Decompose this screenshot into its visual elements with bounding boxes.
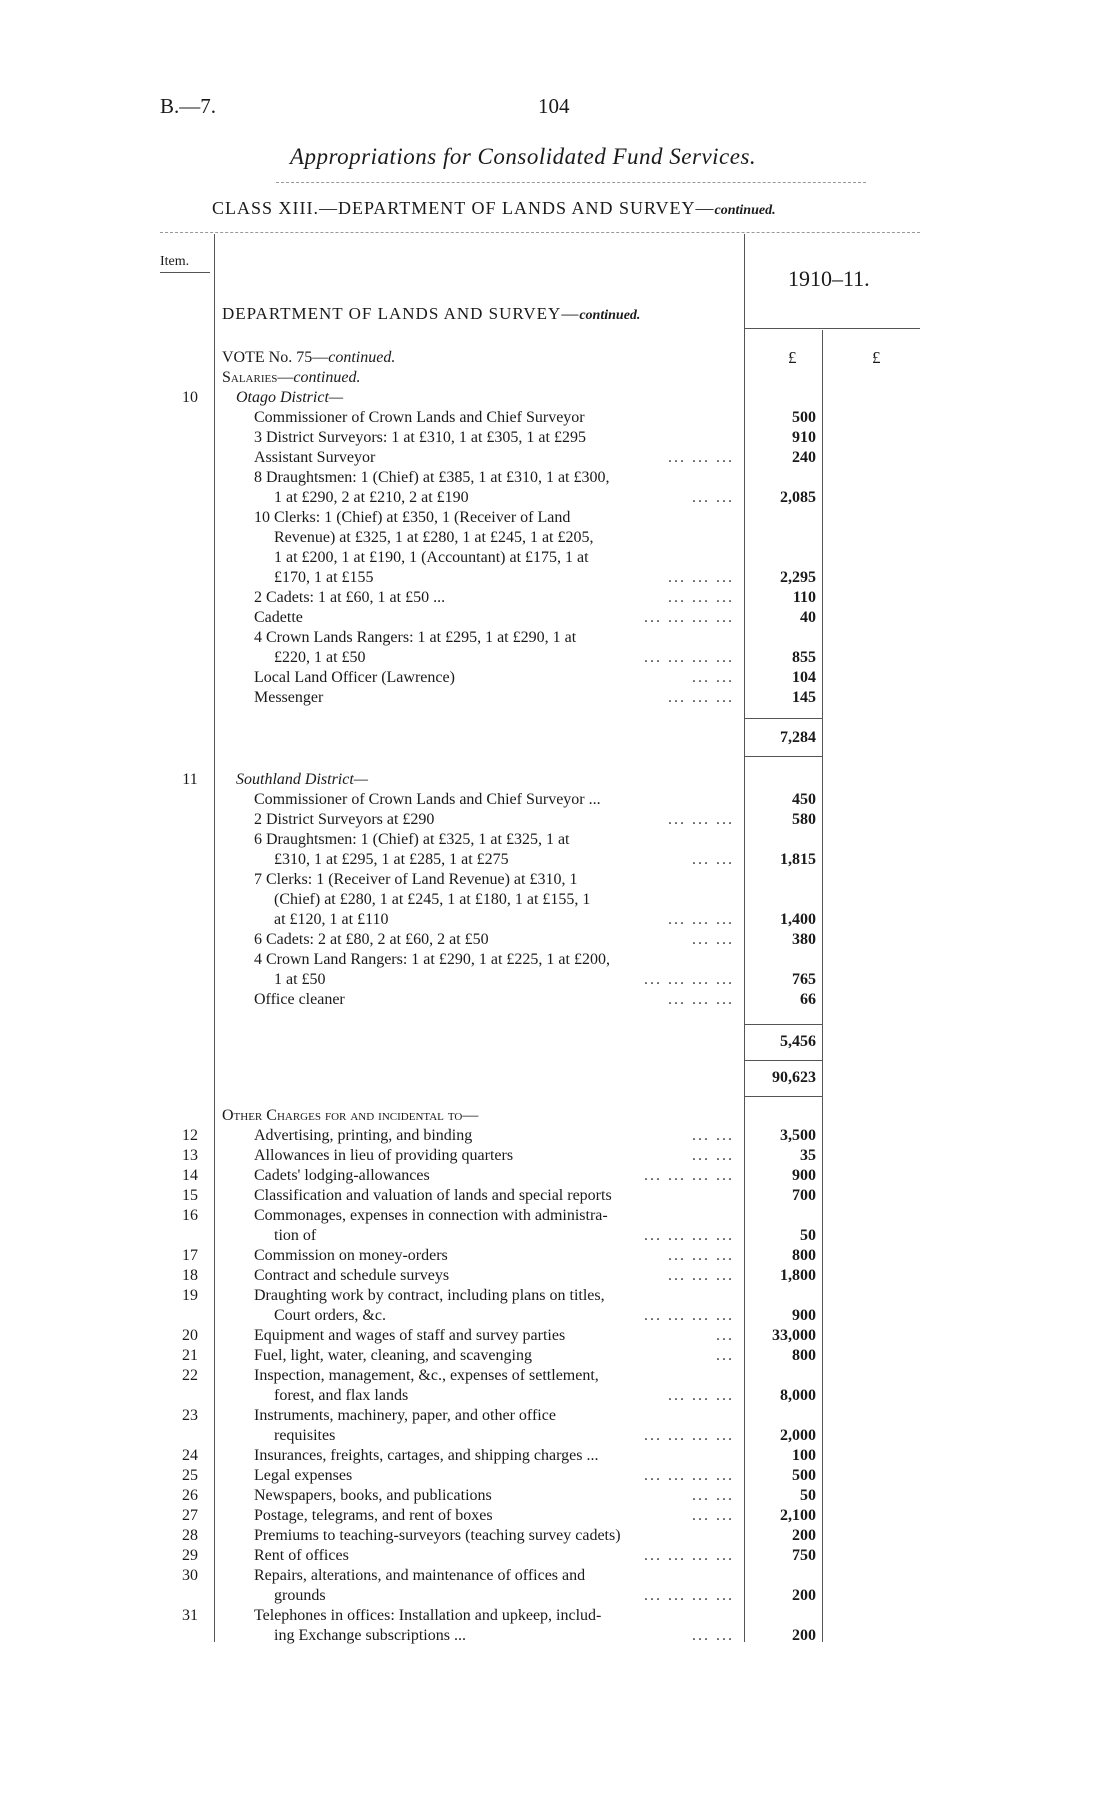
item-number: 27 xyxy=(182,1507,198,1524)
amount: 910 xyxy=(792,429,816,446)
class-heading-cont: continued. xyxy=(714,203,776,218)
leader-dots: ... ... ... xyxy=(668,911,734,928)
amount: 900 xyxy=(792,1307,816,1324)
line-item-text: at £120, 1 at £110 xyxy=(274,911,389,928)
leader-dots: ... ... xyxy=(692,1627,734,1644)
title-rule xyxy=(276,182,866,183)
line-item: 1 at £200, 1 at £190, 1 (Accountant) at £175, 1 at xyxy=(274,549,589,566)
item-number: 13 xyxy=(182,1147,198,1164)
line-item: Revenue) at £325, 1 at £280, 1 at £245, 1 at £205, xyxy=(274,529,594,546)
year-head-rule xyxy=(744,328,920,329)
line-item: Insurances, freights, cartages, and shipping charges ... xyxy=(254,1447,599,1464)
line-item xyxy=(254,1266,734,1286)
line-item: 8 Draughtsmen: 1 (Chief) at £385, 1 at £310, 1 at £300, xyxy=(254,469,610,486)
leader-dots: ... ... ... xyxy=(668,991,734,1008)
line-item xyxy=(254,1346,734,1366)
line-item-text: £170, 1 at £155 xyxy=(274,569,374,586)
line-item-text: tion of xyxy=(274,1227,317,1244)
page-title: Appropriations for Consolidated Fund Services. xyxy=(290,144,757,169)
salaries-label-cont: continued. xyxy=(293,369,361,386)
line-item xyxy=(274,1586,734,1606)
leader-dots: ... ... ... ... xyxy=(644,1167,734,1184)
leader-dots: ... ... xyxy=(692,1487,734,1504)
amount: 240 xyxy=(792,449,816,466)
line-item-text: Equipment and wages of staff and survey parties xyxy=(254,1327,566,1344)
line-item xyxy=(254,1546,734,1566)
line-item-text: ing Exchange subscriptions ... xyxy=(274,1627,466,1644)
amount: 500 xyxy=(792,409,816,426)
line-item: (Chief) at £280, 1 at £245, 1 at £180, 1 at £155, 1 xyxy=(274,891,591,908)
leader-dots: ... ... ... ... xyxy=(644,1427,734,1444)
line-item xyxy=(254,990,734,1010)
line-item-text: Allowances in lieu of providing quarters xyxy=(254,1147,514,1164)
line-item xyxy=(274,648,734,668)
line-item: Commonages, expenses in connection with administra- xyxy=(254,1207,608,1224)
amount: 66 xyxy=(800,991,816,1008)
item-number: 19 xyxy=(182,1287,198,1304)
year-column-header: 1910–11. xyxy=(788,266,870,291)
amount: 50 xyxy=(800,1227,816,1244)
line-item-text: Local Land Officer (Lawrence) xyxy=(254,669,455,686)
line-item xyxy=(274,910,734,930)
line-item xyxy=(254,1246,734,1266)
department-heading xyxy=(222,304,640,324)
line-item-text: 6 Cadets: 2 at £80, 2 at £60, 2 at £50 xyxy=(254,931,489,948)
line-item xyxy=(254,1166,734,1186)
amount: 100 xyxy=(792,1447,816,1464)
item-number: 11 xyxy=(182,771,198,788)
line-item: Commissioner of Crown Lands and Chief Surveyor xyxy=(254,409,585,426)
item-number: 25 xyxy=(182,1467,198,1484)
item-head-rule xyxy=(160,272,210,273)
leader-dots: ... ... ... ... xyxy=(644,1587,734,1604)
line-item-text: 2 District Surveyors at £290 xyxy=(254,811,435,828)
line-item xyxy=(254,1486,734,1506)
item-number: 12 xyxy=(182,1127,198,1144)
line-item: 4 Crown Land Rangers: 1 at £290, 1 at £225, 1 at £200, xyxy=(254,951,610,968)
item-number: 14 xyxy=(182,1167,198,1184)
item-number: 16 xyxy=(182,1207,198,1224)
line-item-text: forest, and flax lands xyxy=(274,1387,409,1404)
amount: 800 xyxy=(792,1347,816,1364)
leader-dots: ... ... ... xyxy=(668,1267,734,1284)
vote-label-cont: continued. xyxy=(328,349,396,366)
item-column-divider xyxy=(214,234,215,1642)
leader-dots: ... ... ... xyxy=(668,811,734,828)
line-item-text: requisites xyxy=(274,1427,336,1444)
other-charges-heading xyxy=(222,1106,734,1126)
line-item-text: Court orders, &c. xyxy=(274,1307,386,1324)
amount: 1,815 xyxy=(780,851,816,868)
line-item xyxy=(274,1626,734,1646)
amount: 580 xyxy=(792,811,816,828)
amount: 40 xyxy=(800,609,816,626)
line-item xyxy=(274,568,734,588)
line-item-text: Cadette xyxy=(254,609,303,626)
amount: 855 xyxy=(792,649,816,666)
amount: 750 xyxy=(792,1547,816,1564)
line-item-text: Contract and schedule surveys xyxy=(254,1267,450,1284)
line-item-text: Newspapers, books, and publications xyxy=(254,1487,492,1504)
amount: 1,400 xyxy=(780,911,816,928)
line-item xyxy=(254,668,734,688)
line-item xyxy=(254,688,734,708)
item-number: 23 xyxy=(182,1407,198,1424)
page-number: 104 xyxy=(538,94,570,118)
amount: 145 xyxy=(792,689,816,706)
line-item xyxy=(254,1506,734,1526)
leader-dots: ... ... ... xyxy=(668,1387,734,1404)
item-column-header: Item. xyxy=(160,254,190,269)
leader-dots: ... ... ... ... xyxy=(644,649,734,666)
leader-dots: ... ... ... ... xyxy=(644,1467,734,1484)
line-item: 7 Clerks: 1 (Receiver of Land Revenue) at £310, 1 xyxy=(254,871,578,888)
amount: 200 xyxy=(792,1627,816,1644)
leader-dots: ... ... xyxy=(692,669,734,686)
amount: 2,100 xyxy=(780,1507,816,1524)
line-item-text: 2 Cadets: 1 at £60, 1 at £50 ... xyxy=(254,589,446,606)
leader-dots: ... ... ... ... xyxy=(644,1227,734,1244)
line-item: 4 Crown Lands Rangers: 1 at £295, 1 at £290, 1 at xyxy=(254,629,577,646)
district-heading-text: Southland District— xyxy=(236,771,369,788)
other-charges-heading-text: Other Charges for and incidental to— xyxy=(222,1107,479,1124)
item-number: 20 xyxy=(182,1327,198,1344)
line-item xyxy=(274,1226,734,1246)
line-item xyxy=(274,970,734,990)
line-item-text: Commission on money-orders xyxy=(254,1247,448,1264)
district-heading-text: Otago District— xyxy=(236,389,344,406)
leader-dots: ... ... ... xyxy=(668,569,734,586)
item-number: 10 xyxy=(182,389,198,406)
currency-symbol-items: £ xyxy=(788,348,797,367)
total-rule xyxy=(744,1096,822,1097)
class-rule xyxy=(160,232,920,233)
amount: 200 xyxy=(792,1587,816,1604)
salaries-total-amount: 90,623 xyxy=(772,1069,816,1086)
class-heading xyxy=(212,198,776,219)
leader-dots: ... xyxy=(716,1327,734,1344)
line-item xyxy=(254,1146,734,1166)
leader-dots: ... ... ... ... xyxy=(644,1547,734,1564)
line-item-text: grounds xyxy=(274,1587,326,1604)
line-item-text: Cadets' lodging-allowances xyxy=(254,1167,430,1184)
line-item-text: 1 at £290, 2 at £210, 2 at £190 xyxy=(274,489,469,506)
amount: 1,800 xyxy=(780,1267,816,1284)
amount: 8,000 xyxy=(780,1387,816,1404)
item-number: 22 xyxy=(182,1367,198,1384)
line-item-text: Office cleaner xyxy=(254,991,345,1008)
amount: 200 xyxy=(792,1527,816,1544)
line-item-text: Messenger xyxy=(254,689,324,706)
subtotal-rule xyxy=(744,1024,822,1025)
currency-symbol-totals: £ xyxy=(872,348,881,367)
district-heading xyxy=(236,388,748,408)
amount: 110 xyxy=(792,589,816,606)
line-item xyxy=(254,1466,734,1486)
leader-dots: ... ... xyxy=(692,851,734,868)
item-number: 31 xyxy=(182,1607,198,1624)
line-item: Repairs, alterations, and maintenance of offices and xyxy=(254,1567,586,1584)
line-item: Telephones in offices: Installation and upkeep, includ- xyxy=(254,1607,602,1624)
leader-dots: ... xyxy=(716,1347,734,1364)
line-item: Instruments, machinery, paper, and other office xyxy=(254,1407,556,1424)
subtotal-rule xyxy=(744,718,822,719)
item-number: 18 xyxy=(182,1267,198,1284)
line-item-text: £310, 1 at £295, 1 at £285, 1 at £275 xyxy=(274,851,509,868)
amount: 800 xyxy=(792,1247,816,1264)
leader-dots: ... ... ... xyxy=(668,589,734,606)
amount: 380 xyxy=(792,931,816,948)
item-number: 29 xyxy=(182,1547,198,1564)
line-item-text: Advertising, printing, and binding xyxy=(254,1127,473,1144)
leader-dots: ... ... xyxy=(692,1507,734,1524)
amount: 35 xyxy=(800,1147,816,1164)
leader-dots: ... ... ... xyxy=(668,689,734,706)
amount: 2,085 xyxy=(780,489,816,506)
amount: 2,000 xyxy=(780,1427,816,1444)
total-column-divider xyxy=(822,330,823,1642)
class-heading-text: CLASS XIII.—DEPARTMENT OF LANDS AND SURVEY— xyxy=(212,198,715,218)
line-item xyxy=(274,850,734,870)
subtotal-rule xyxy=(744,756,822,757)
amount: 900 xyxy=(792,1167,816,1184)
line-item xyxy=(274,1386,734,1406)
line-item-text: Legal expenses xyxy=(254,1467,353,1484)
amount: 50 xyxy=(800,1487,816,1504)
leader-dots: ... ... ... ... xyxy=(644,609,734,626)
line-item-text: Fuel, light, water, cleaning, and scavenging xyxy=(254,1347,532,1364)
subtotal-rule xyxy=(744,1060,822,1061)
leader-dots: ... ... xyxy=(692,1127,734,1144)
amount: 765 xyxy=(792,971,816,988)
line-item-text: Assistant Surveyor xyxy=(254,449,376,466)
amount: 500 xyxy=(792,1467,816,1484)
line-item xyxy=(274,488,734,508)
line-item-text: 1 at £50 xyxy=(274,971,326,988)
line-item-text: Rent of offices xyxy=(254,1547,349,1564)
item-number: 24 xyxy=(182,1447,198,1464)
department-heading-cont: continued. xyxy=(579,308,641,323)
line-item: 3 District Surveyors: 1 at £310, 1 at £305, 1 at £295 xyxy=(254,429,586,446)
line-item xyxy=(254,930,734,950)
amount: 2,295 xyxy=(780,569,816,586)
line-item-text: £220, 1 at £50 xyxy=(274,649,366,666)
line-item xyxy=(254,608,734,628)
item-number: 17 xyxy=(182,1247,198,1264)
leader-dots: ... ... xyxy=(692,489,734,506)
department-heading-text: DEPARTMENT OF LANDS AND SURVEY— xyxy=(222,304,580,323)
line-item: Draughting work by contract, including plans on titles, xyxy=(254,1287,605,1304)
leader-dots: ... ... ... xyxy=(668,1247,734,1264)
line-item-text: Postage, telegrams, and rent of boxes xyxy=(254,1507,493,1524)
line-item xyxy=(254,1126,734,1146)
line-item xyxy=(254,448,734,468)
item-number: 26 xyxy=(182,1487,198,1504)
amount: 33,000 xyxy=(772,1327,816,1344)
line-item: Premiums to teaching-surveyors (teaching survey cadets) xyxy=(254,1527,621,1544)
line-item xyxy=(274,1426,734,1446)
item-number: 21 xyxy=(182,1347,198,1364)
line-item: 6 Draughtsmen: 1 (Chief) at £325, 1 at £325, 1 at xyxy=(254,831,570,848)
salaries-label-text: Salaries— xyxy=(222,369,294,386)
vote-label-text: VOTE No. 75— xyxy=(222,349,329,366)
amount: 700 xyxy=(792,1187,816,1204)
salaries-label xyxy=(222,368,734,388)
line-item xyxy=(254,810,734,830)
line-item xyxy=(274,1306,734,1326)
document-code: B.—7. xyxy=(160,94,217,118)
leader-dots: ... ... xyxy=(692,931,734,948)
amount: 3,500 xyxy=(780,1127,816,1144)
line-item xyxy=(254,1326,734,1346)
item-number: 15 xyxy=(182,1187,198,1204)
subtotal-amount: 5,456 xyxy=(780,1033,816,1050)
subtotal-amount: 7,284 xyxy=(780,729,816,746)
vote-label xyxy=(222,348,734,368)
leader-dots: ... ... ... xyxy=(668,449,734,466)
amount: 450 xyxy=(792,791,816,808)
item-number: 30 xyxy=(182,1567,198,1584)
line-item: 10 Clerks: 1 (Chief) at £350, 1 (Receiver of Land xyxy=(254,509,571,526)
item-number: 28 xyxy=(182,1527,198,1544)
district-heading xyxy=(236,770,748,790)
line-item: Inspection, management, &c., expenses of settlement, xyxy=(254,1367,599,1384)
line-item: Commissioner of Crown Lands and Chief Surveyor ... xyxy=(254,791,601,808)
leader-dots: ... ... ... ... xyxy=(644,1307,734,1324)
line-item: Classification and valuation of lands and special reports xyxy=(254,1187,612,1204)
leader-dots: ... ... xyxy=(692,1147,734,1164)
amount: 104 xyxy=(792,669,816,686)
leader-dots: ... ... ... ... xyxy=(644,971,734,988)
line-item xyxy=(254,588,734,608)
